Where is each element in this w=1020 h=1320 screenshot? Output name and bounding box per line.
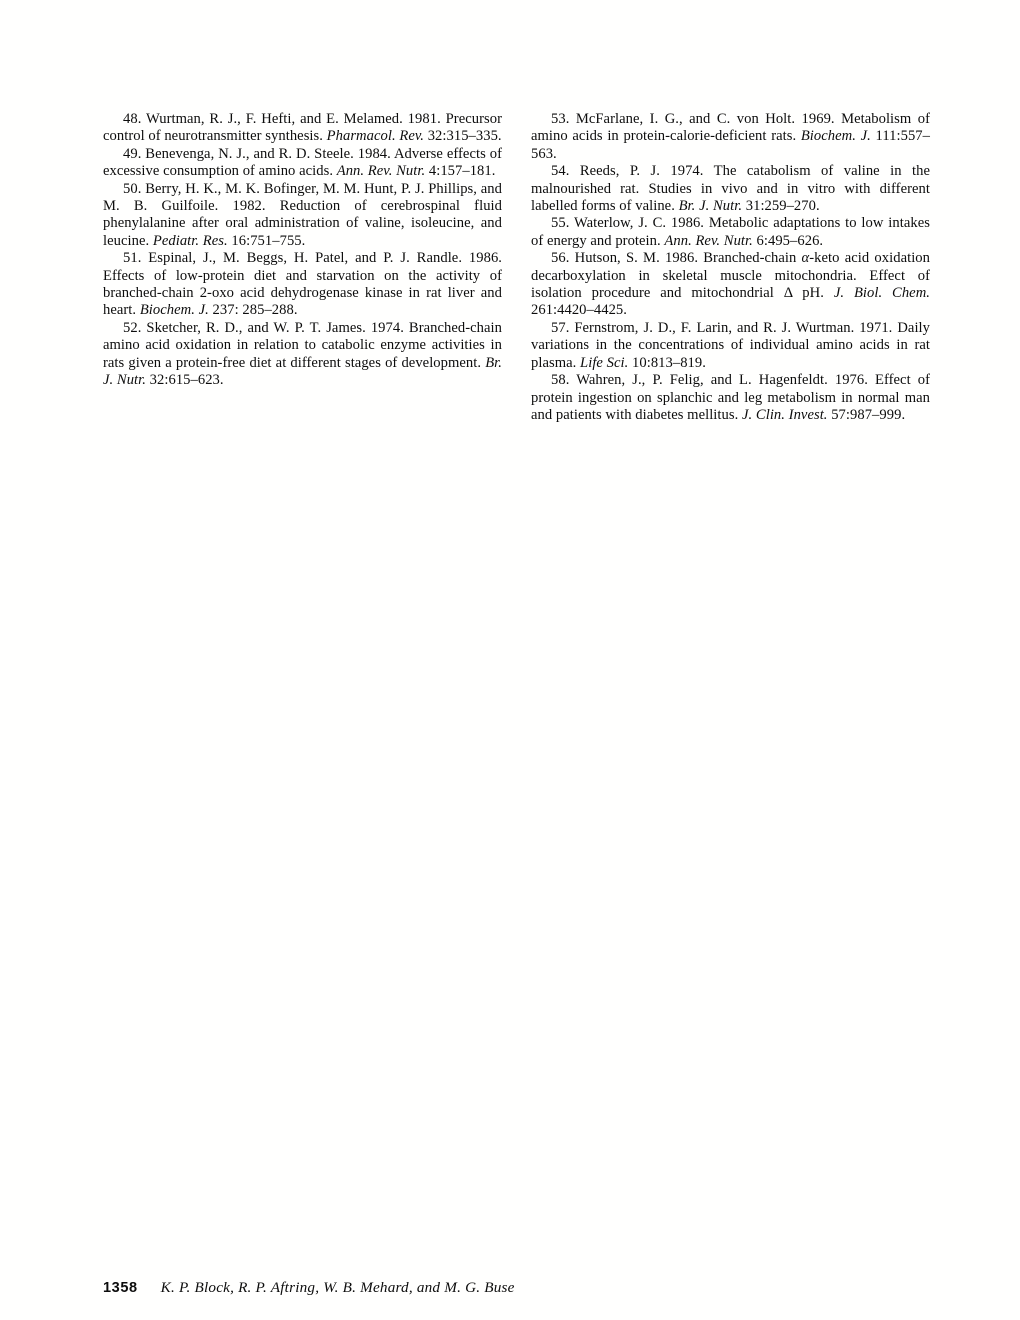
reference-item (531, 215, 930, 250)
reference-text-segment: 57. Fernstrom, J. D., F. Larin, and R. J. Wurtman. 1971. Daily variations in the concentrations of individual amino acids in rat plasma. (531, 319, 930, 371)
page-number: 1358 (103, 1280, 138, 1296)
reference-text-segment: 237: 285–288. (208, 302, 298, 319)
reference-italic-segment: J. Clin. Invest. (742, 406, 828, 423)
reference-item (103, 111, 502, 146)
reference-text-segment: 48. Wurtman, R. J., F. Hefti, and E. Melamed. 1981. Precursor control of neurotransmitter synthesis. (103, 111, 502, 145)
reference-italic-segment: Biochem. J. (800, 128, 871, 145)
reference-text-segment: 51. Espinal, J., M. Beggs, H. Patel, and P. J. Randle. 1986. Effects of low-protein diet and starvation on the activity of branched-chain 2-oxo acid dehydrogenase kinase in rat liver and heart. (103, 250, 502, 319)
references-column-left (103, 111, 502, 424)
reference-item (103, 250, 502, 320)
reference-italic-segment: Ann. Rev. Nutr. (336, 163, 426, 180)
reference-italic-segment: Br. J. Nutr. (678, 198, 743, 215)
reference-italic-segment: Br. J. Nutr. (103, 354, 502, 389)
reference-item (531, 372, 930, 424)
page-footer (103, 1279, 515, 1297)
reference-item (531, 250, 930, 320)
reference-text-segment: 111:557–563. (531, 128, 930, 162)
reference-text-segment: -keto acid oxidation decarboxylation in skeletal muscle mitochondria. Effect of isolation procedure and mitochondrial Δ pH. (531, 250, 930, 302)
reference-text-segment: 54. Reeds, P. J. 1974. The catabolism of valine in the malnourished rat. Studies in vivo and in vitro with different labelled forms of valine. (531, 163, 930, 215)
reference-item (103, 146, 502, 181)
reference-item (531, 111, 930, 163)
reference-italic-segment: Ann. Rev. Nutr. (664, 232, 753, 249)
running-authors: K. P. Block, R. P. Aftring, W. B. Mehard, and M. G. Buse (160, 1279, 515, 1296)
references-section (103, 111, 930, 424)
reference-italic-segment: Pharmacol. Rev. (326, 128, 424, 145)
reference-text-segment: 6:495–626. (752, 232, 824, 249)
reference-text-segment: 56. Hutson, S. M. 1986. Branched-chain (551, 250, 802, 267)
reference-italic-segment: Pediatr. Res. (152, 232, 228, 249)
reference-text-segment: 16:751–755. (227, 232, 306, 249)
reference-item (531, 320, 930, 372)
reference-text-segment: 52. Sketcher, R. D., and W. P. T. James. 1974. Branched-chain amino acid oxidation in relation to catabolic enzyme activities in rats given a protein-free diet at different stages of development. (103, 319, 502, 371)
reference-italic-segment: Life Sci. (580, 354, 629, 371)
reference-text-segment: 58. Wahren, J., P. Felig, and L. Hagenfeldt. 1976. Effect of protein ingestion on splanchic and leg metabolism in normal man and patients with diabetes mellitus. (531, 372, 930, 423)
reference-item (103, 320, 502, 390)
reference-text-segment: 32:315–335. (424, 128, 502, 145)
reference-italic-segment: J. Biol. Chem. (833, 285, 930, 302)
reference-text-segment: 53. McFarlane, I. G., and C. von Holt. 1969. Metabolism of amino acids in protein-calorie-deficient rats. (531, 111, 930, 145)
reference-text-segment: 31:259–270. (742, 198, 820, 215)
reference-text-segment: 57:987–999. (827, 406, 906, 423)
references-column-right (531, 111, 930, 424)
reference-text-segment: 4:157–181. (425, 163, 496, 180)
reference-text-segment: 49. Benevenga, N. J., and R. D. Steele. 1984. Adverse effects of excessive consumption of amino acids. (103, 145, 502, 180)
reference-item (103, 181, 502, 251)
reference-text-segment: 32:615–623. (145, 372, 224, 389)
reference-text-segment: 10:813–819. (628, 354, 706, 371)
reference-italic-segment: Biochem. J. (139, 302, 209, 319)
reference-text-segment: 261:4420–4425. (531, 302, 627, 319)
reference-text-segment: 55. Waterlow, J. C. 1986. Metabolic adaptations to low intakes of energy and protein. (531, 215, 930, 249)
reference-text-segment: 50. Berry, H. K., M. K. Bofinger, M. M. Hunt, P. J. Phillips, and M. B. Guilfoile. 1982. Reduction of cerebrospinal fluid phenylalanine after oral administration of valine, isoleucine, and leucine. (103, 180, 502, 249)
reference-italic-segment: α (801, 250, 810, 267)
reference-item (531, 163, 930, 215)
